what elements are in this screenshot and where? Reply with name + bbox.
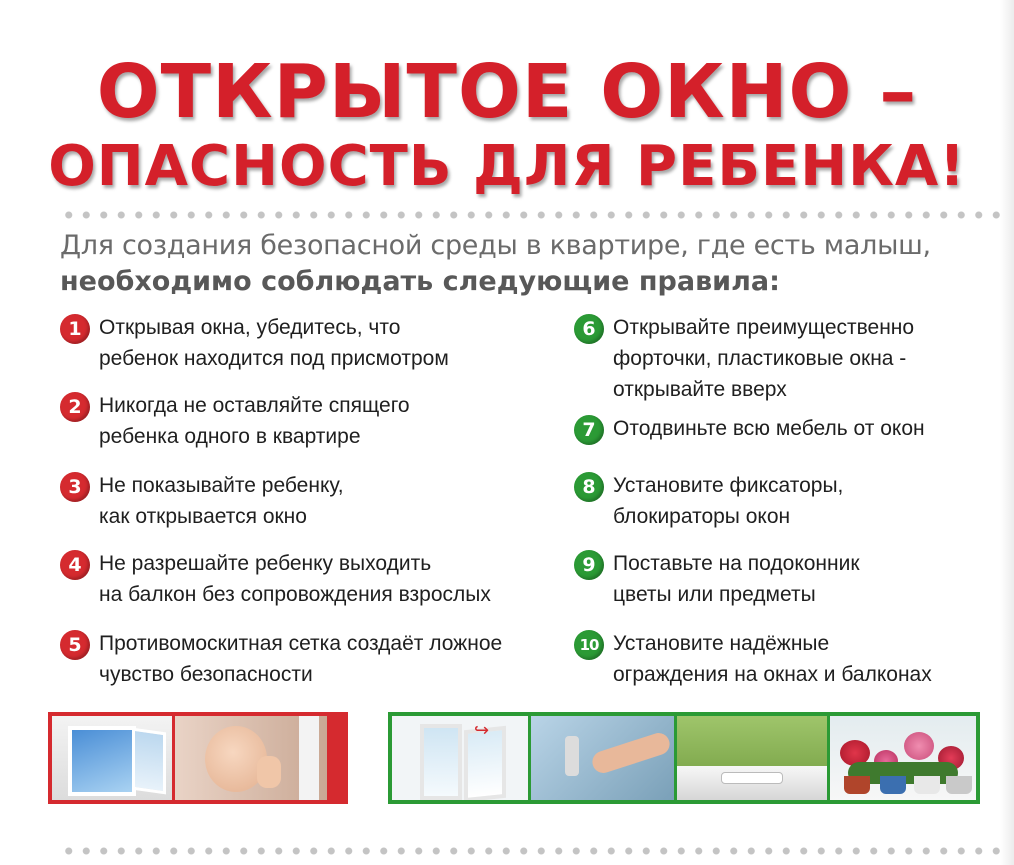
rule-text: Установите фиксаторы, блокираторы окон (613, 474, 844, 528)
rule-text: Противомоскитная сетка создаёт ложное чувство безопасности (99, 632, 503, 686)
rule-number-badge: 4 (60, 550, 90, 580)
window-sky-pane (68, 726, 136, 796)
photo-strip-right (388, 712, 980, 804)
open-window-sash (132, 728, 166, 795)
rule-9 (574, 548, 860, 610)
rule-number-badge: 5 (60, 630, 90, 660)
rule-text: Открывайте преимущественно форточки, пластиковые окна - открывайте вверх (613, 316, 915, 401)
rule-1 (60, 312, 449, 374)
window-handle (565, 736, 579, 776)
rule-3 (60, 470, 344, 532)
child-hand (257, 756, 281, 788)
child-at-window-photo (175, 716, 327, 800)
dotted-divider-top (60, 210, 1000, 220)
rule-5 (60, 628, 502, 690)
hand-on-handle (589, 730, 672, 776)
dotted-divider-bottom (60, 846, 1000, 856)
photo-strip-left (48, 712, 348, 804)
rule-4 (60, 548, 491, 610)
rule-8 (574, 470, 843, 532)
rule-text: Отодвиньте всю мебель от окон (613, 417, 925, 440)
intro-line-2: необходимо соблюдать следующие правила: (60, 266, 780, 297)
tilt-window-photo (392, 716, 528, 800)
rule-number-badge: 9 (574, 550, 604, 580)
title-line-2: ОПАСНОСТЬ ДЛЯ РЕБЕНКА! (48, 134, 966, 199)
rule-number-badge: 10 (574, 630, 604, 660)
rule-number-badge: 2 (60, 392, 90, 422)
rule-number-badge: 7 (574, 415, 604, 445)
flower-bloom (904, 732, 934, 760)
flower-pot (844, 776, 870, 794)
title-line-1: ОТКРЫТОЕ ОКНО – (96, 49, 918, 135)
rule-text: Поставьте на подоконник цветы или предметы (613, 552, 860, 606)
open-window-photo (52, 716, 172, 800)
window-pane-left (420, 724, 462, 800)
flower-pot (946, 776, 972, 794)
rule-10 (574, 628, 932, 690)
rule-text: Открывая окна, убедитесь, что ребенок находится под присмотром (99, 316, 449, 370)
flowers-on-sill-photo (830, 716, 976, 800)
flower-pot (880, 776, 906, 794)
rule-text: Не разрешайте ребенку выходить на балкон без сопровождения взрослых (99, 552, 491, 606)
intro-line-1: Для создания безопасной среды в квартире, где есть малыш, (60, 230, 931, 261)
rule-text: Установите надёжные ограждения на окнах и балконах (613, 632, 932, 686)
window-frame-edge (299, 716, 319, 800)
rule-number-badge: 1 (60, 314, 90, 344)
flower-pot (914, 776, 940, 794)
rule-6 (574, 312, 914, 405)
rule-number-badge: 8 (574, 472, 604, 502)
rule-number-badge: 3 (60, 472, 90, 502)
rule-number-badge: 6 (574, 314, 604, 344)
window-handle-photo (531, 716, 675, 800)
window-lock-photo (677, 716, 826, 800)
rule-text: Никогда не оставляйте спящего ребенка одного в квартире (99, 394, 410, 448)
intro-text (60, 228, 1000, 300)
rule-7 (574, 413, 925, 445)
rule-2 (60, 390, 410, 452)
window-lock-device (721, 772, 783, 784)
tilt-arrow-icon: ↪ (474, 720, 490, 740)
rule-text: Не показывайте ребенку, как открывается окно (99, 474, 344, 528)
